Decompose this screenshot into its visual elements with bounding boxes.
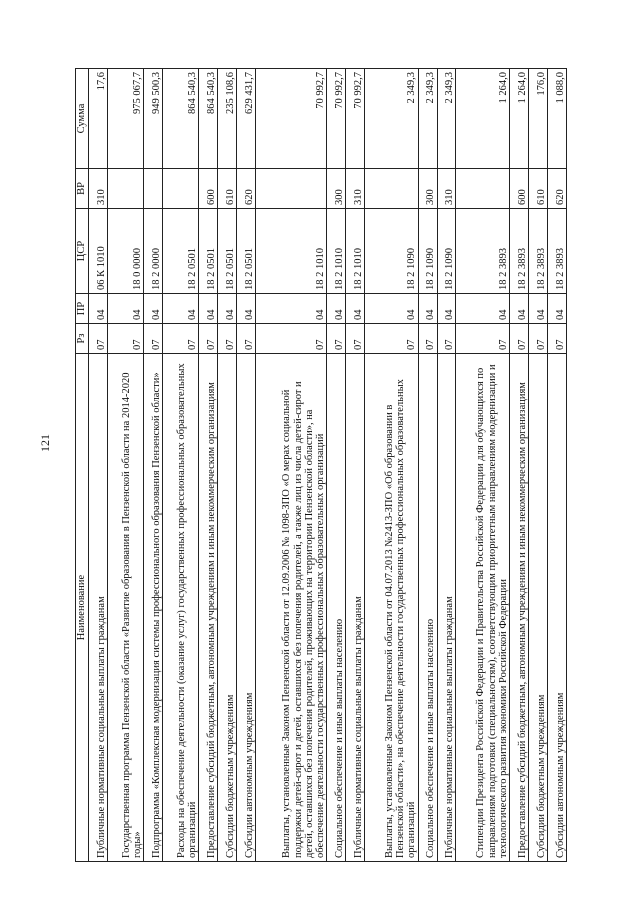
row-vr: 610: [528, 169, 547, 209]
row-sum: 70 992,7: [327, 69, 346, 169]
table-row: [418, 69, 437, 862]
row-rz: 07: [89, 324, 108, 354]
row-vr: 310: [437, 169, 456, 209]
row-sum: 949 500,3: [144, 69, 163, 169]
row-pr: 04: [418, 294, 437, 324]
row-name: Расходы на обеспечение деятельности (оказание услуг) государственных профессиональных образовательных организаций: [163, 354, 199, 862]
header-name: Наименование: [76, 354, 89, 862]
row-sum: 2 349,3: [418, 69, 437, 169]
table-row: [144, 69, 163, 862]
row-vr: [107, 169, 143, 209]
table-row: [547, 69, 566, 862]
row-vr: 610: [218, 169, 237, 209]
row-name: Субсидии автономным учреждениям: [547, 354, 566, 862]
row-rz: 07: [237, 324, 256, 354]
row-rz: 07: [327, 324, 346, 354]
row-csr: 18 2 1090: [418, 209, 437, 294]
row-pr: 04: [510, 294, 529, 324]
budget-table-container: [75, 69, 567, 862]
row-name: Субсидии бюджетным учреждениям: [218, 354, 237, 862]
table-row: [437, 69, 456, 862]
row-rz: 07: [364, 324, 418, 354]
row-pr: 04: [256, 294, 327, 324]
table-row: [163, 69, 199, 862]
row-pr: 04: [437, 294, 456, 324]
row-pr: 04: [89, 294, 108, 324]
row-rz: 07: [144, 324, 163, 354]
row-csr: 18 2 1010: [346, 209, 365, 294]
row-sum: 235 108,6: [218, 69, 237, 169]
row-csr: 18 0 0000: [107, 209, 143, 294]
row-csr: 18 2 3893: [528, 209, 547, 294]
row-rz: 07: [528, 324, 547, 354]
row-name: Подпрограмма «Комплексная модернизация системы профессионального образования Пензенской области»: [144, 354, 163, 862]
row-name: Государственная программа Пензенской области «Развитие образования в Пензенской области на 2014-2020 годы»: [107, 354, 143, 862]
row-pr: 04: [456, 294, 510, 324]
row-csr: 18 2 1090: [437, 209, 456, 294]
row-sum: 975 067,7: [107, 69, 143, 169]
row-name: Выплаты, установленные Законом Пензенской области от 04.07.2013 №2413-ЗПО «Об образовании в Пензенской области», на обеспечение деятельности государственных профессиональных образовательных организаций: [364, 354, 418, 862]
row-vr: 310: [346, 169, 365, 209]
row-csr: 18 2 0000: [144, 209, 163, 294]
row-sum: 176,0: [528, 69, 547, 169]
header-sum: Сумма: [76, 69, 89, 169]
header-csr: ЦСР: [76, 209, 89, 294]
row-rz: 07: [346, 324, 365, 354]
row-name: Публичные нормативные социальные выплаты гражданам: [346, 354, 365, 862]
row-name: Социальное обеспечение и иные выплаты населению: [418, 354, 437, 862]
row-name: Публичные нормативные социальные выплаты гражданам: [89, 354, 108, 862]
row-csr: 18 2 3893: [547, 209, 566, 294]
row-vr: [364, 169, 418, 209]
row-vr: 300: [418, 169, 437, 209]
row-pr: 04: [163, 294, 199, 324]
row-pr: 04: [199, 294, 218, 324]
row-pr: 04: [528, 294, 547, 324]
row-rz: 07: [218, 324, 237, 354]
row-pr: 04: [327, 294, 346, 324]
row-csr: 18 2 0501: [237, 209, 256, 294]
budget-table: [75, 68, 567, 862]
table-row: [346, 69, 365, 862]
row-sum: 17,6: [89, 69, 108, 169]
row-vr: [144, 169, 163, 209]
row-name: Субсидии бюджетным учреждениям: [528, 354, 547, 862]
row-sum: 70 992,7: [346, 69, 365, 169]
table-row: [237, 69, 256, 862]
row-csr: 18 2 3893: [456, 209, 510, 294]
row-rz: 07: [199, 324, 218, 354]
row-name: Социальное обеспечение и иные выплаты населению: [327, 354, 346, 862]
page-number: 121: [38, 434, 52, 452]
row-sum: 629 431,7: [237, 69, 256, 169]
row-sum: 864 540,3: [199, 69, 218, 169]
row-sum: 1 264,0: [456, 69, 510, 169]
row-vr: 300: [327, 169, 346, 209]
row-rz: 07: [418, 324, 437, 354]
row-pr: 04: [346, 294, 365, 324]
table-row: [218, 69, 237, 862]
row-csr: 18 2 1010: [327, 209, 346, 294]
row-csr: 18 2 0501: [199, 209, 218, 294]
table-row: [89, 69, 108, 862]
table-row: [327, 69, 346, 862]
header-vr: ВР: [76, 169, 89, 209]
row-sum: 1 088,0: [547, 69, 566, 169]
row-sum: 1 264,0: [510, 69, 529, 169]
row-sum: 70 992,7: [256, 69, 327, 169]
row-vr: 620: [237, 169, 256, 209]
row-pr: 04: [144, 294, 163, 324]
row-vr: 600: [199, 169, 218, 209]
table-header-row: [76, 69, 89, 862]
row-name: Стипендии Президента Российской Федерации и Правительства Российской Федерации для обучающихся по направлениям подготовки (специальностям), соответствующим приоритетным направлениям модернизации и технологического развития экономики Российской Федерации: [456, 354, 510, 862]
row-sum: 2 349,3: [364, 69, 418, 169]
row-rz: 07: [256, 324, 327, 354]
row-name: Предоставление субсидий бюджетным, автономным учреждениям и иным некоммерческим организациям: [510, 354, 529, 862]
row-vr: [256, 169, 327, 209]
row-rz: 07: [510, 324, 529, 354]
table-row: [256, 69, 327, 862]
table-row: [510, 69, 529, 862]
row-csr: 18 2 0501: [218, 209, 237, 294]
table-row: [107, 69, 143, 862]
row-vr: [456, 169, 510, 209]
row-sum: 864 540,3: [163, 69, 199, 169]
row-pr: 04: [218, 294, 237, 324]
row-csr: 06 К 1010: [89, 209, 108, 294]
table-row: [199, 69, 218, 862]
header-pr: ПР: [76, 294, 89, 324]
row-rz: 07: [547, 324, 566, 354]
row-csr: 18 2 3893: [510, 209, 529, 294]
header-rz: Рз: [76, 324, 89, 354]
row-vr: 620: [547, 169, 566, 209]
table-row: [364, 69, 418, 862]
row-csr: 18 2 0501: [163, 209, 199, 294]
row-rz: 07: [107, 324, 143, 354]
row-vr: [163, 169, 199, 209]
row-pr: 04: [364, 294, 418, 324]
row-name: Выплаты, установленные Законом Пензенской области от 12.09.2006 № 1098-ЗПО «О мерах социальной поддержки детей-сирот и детей, оставшихся без попечения родителей, а также лиц из числа детей-сирот и детей, оставшихся без попечения родителей, проживающих на территории Пензенской области», на обеспечение деятельности государственных профессиональных образовательных организаций: [256, 354, 327, 862]
row-csr: 18 2 1010: [256, 209, 327, 294]
row-sum: 2 349,3: [437, 69, 456, 169]
row-rz: 07: [163, 324, 199, 354]
row-vr: 310: [89, 169, 108, 209]
row-name: Предоставление субсидий бюджетным, автономным учреждениям и иным некоммерческим организациям: [199, 354, 218, 862]
row-rz: 07: [437, 324, 456, 354]
row-pr: 04: [237, 294, 256, 324]
row-vr: 600: [510, 169, 529, 209]
row-csr: 18 2 1090: [364, 209, 418, 294]
table-row: [528, 69, 547, 862]
row-rz: 07: [456, 324, 510, 354]
row-name: Публичные нормативные социальные выплаты гражданам: [437, 354, 456, 862]
table-row: [456, 69, 510, 862]
row-name: Субсидии автономным учреждениям: [237, 354, 256, 862]
row-pr: 04: [107, 294, 143, 324]
row-pr: 04: [547, 294, 566, 324]
